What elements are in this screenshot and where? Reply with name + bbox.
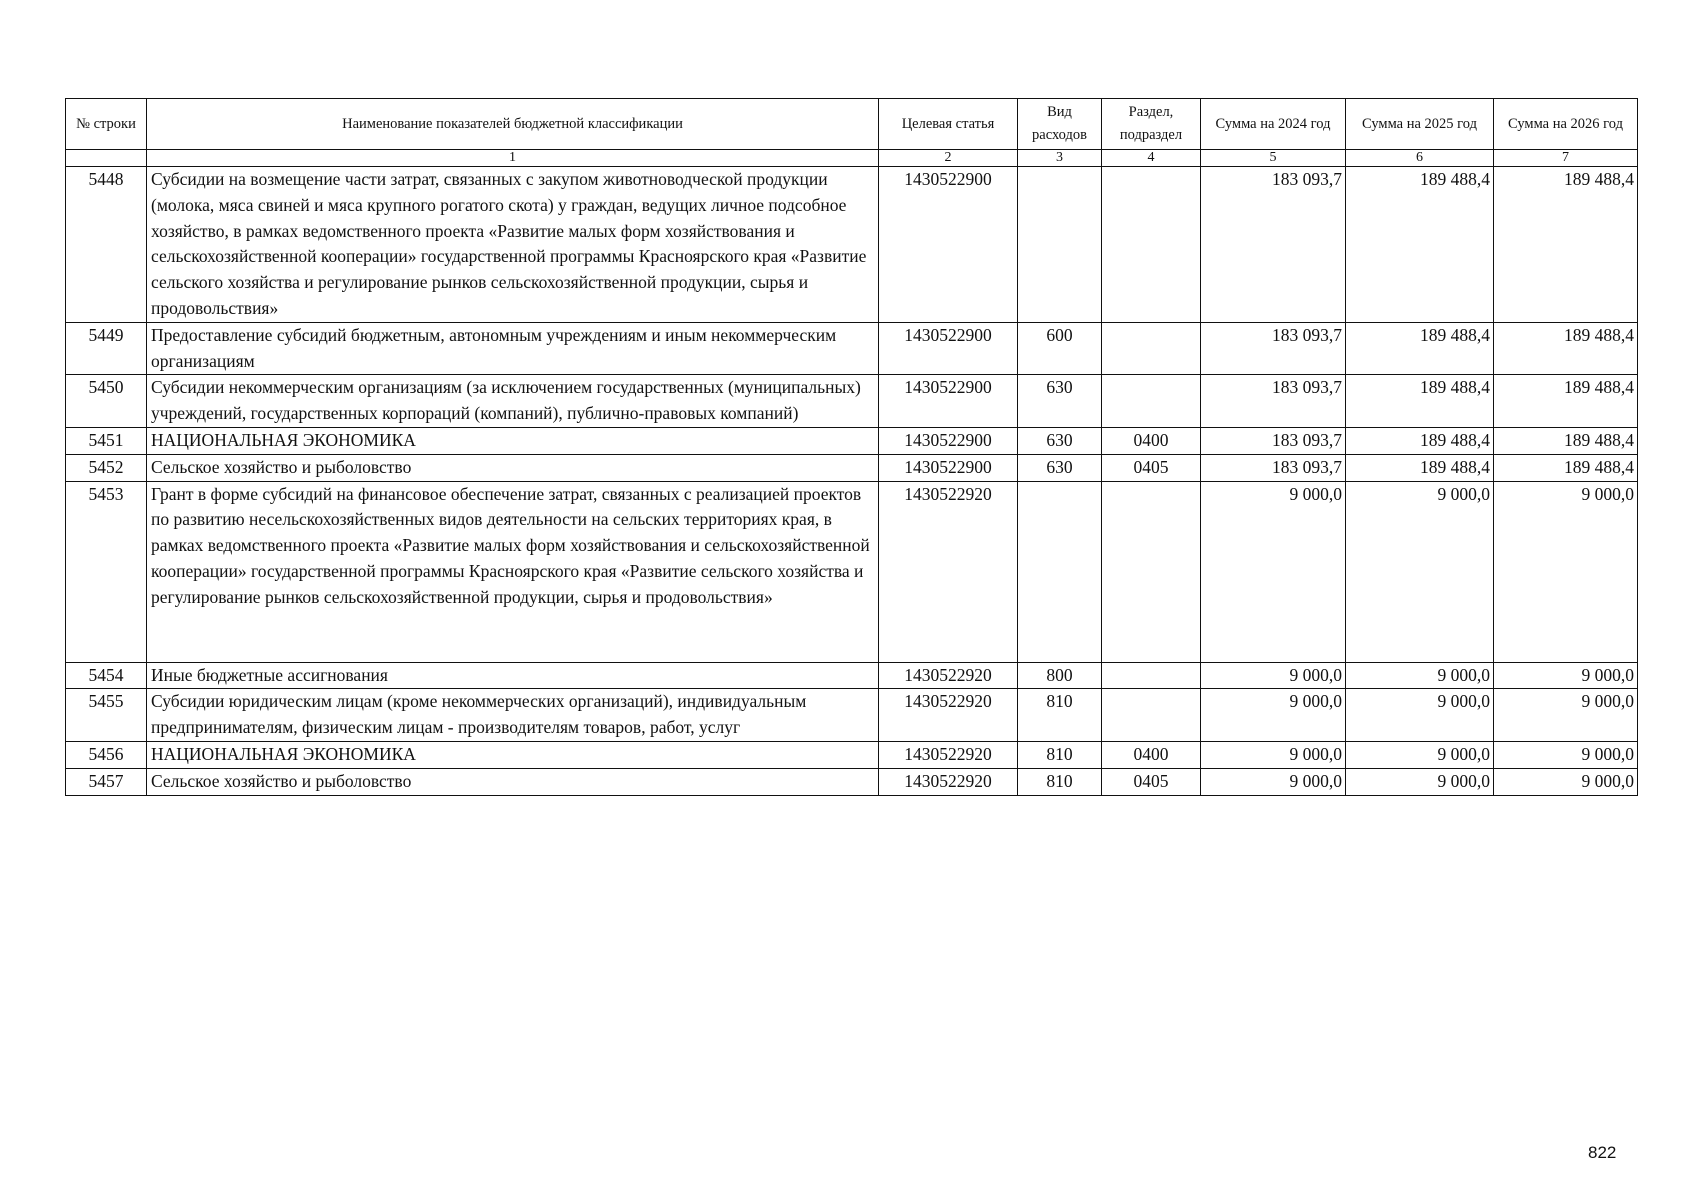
- page-number: 822: [1588, 1143, 1617, 1162]
- sum-2024: 183 093,7: [1201, 322, 1346, 375]
- indicator-name: Сельское хозяйство и рыболовство: [147, 454, 879, 481]
- target-item: 1430522900: [879, 167, 1018, 323]
- section-code: 0400: [1102, 741, 1201, 768]
- indicator-name: Субсидии на возмещение части затрат, связанных с закупом животноводческой продукции (молока, мяса свиней и мяса крупного рогатого скота) у граждан, ведущих личное подсобное хозяйство, в рамках ведомственного проекта «Развитие малых форм хозяйствования и сельскохозяйственной кооперации» государственной программы Красноярского края «Развитие сельского хозяйства и регулирование рынков сельскохозяйственной продукции, сырья и продовольствия»: [147, 167, 879, 323]
- header-row: [66, 99, 1638, 150]
- table-row: [66, 768, 1638, 795]
- row-number: 5453: [66, 481, 147, 662]
- sum-2026: 189 488,4: [1494, 375, 1638, 428]
- indicator-name: Субсидии юридическим лицам (кроме некоммерческих организаций), индивидуальным предпринимателям, физическим лицам - производителям товаров, работ, услуг: [147, 689, 879, 742]
- sum-2026: 9 000,0: [1494, 662, 1638, 689]
- table-row: [66, 375, 1638, 428]
- header-cell-expense-type: Вид расходов: [1018, 99, 1102, 150]
- section-code: [1102, 322, 1201, 375]
- indicator-name: Грант в форме субсидий на финансовое обеспечение затрат, связанных с реализацией проектов по развитию несельскохозяйственных видов деятельности на сельских территориях края, в рамках ведомственного проекта «Развитие малых форм хозяйствования и сельскохозяйственной кооперации» государственной программы Красноярского края «Развитие сельского хозяйства и регулирование рынков сельскохозяйственной продукции, сырья и продовольствия»: [147, 481, 879, 662]
- column-number-cell: 7: [1494, 150, 1638, 167]
- header-cell-sum-2026: Сумма на 2026 год: [1494, 99, 1638, 150]
- expense-type: 810: [1018, 768, 1102, 795]
- section-code: [1102, 481, 1201, 662]
- target-item: 1430522920: [879, 768, 1018, 795]
- section-code: [1102, 167, 1201, 323]
- sum-2024: 9 000,0: [1201, 741, 1346, 768]
- table-row: [66, 427, 1638, 454]
- budget-table: [65, 98, 1638, 796]
- column-number-cell: 2: [879, 150, 1018, 167]
- sum-2024: 9 000,0: [1201, 689, 1346, 742]
- sum-2026: 9 000,0: [1494, 768, 1638, 795]
- sum-2026: 9 000,0: [1494, 741, 1638, 768]
- sum-2025: 189 488,4: [1346, 167, 1494, 323]
- section-code: 0405: [1102, 454, 1201, 481]
- table-row: [66, 167, 1638, 323]
- expense-type: 800: [1018, 662, 1102, 689]
- sum-2026: 9 000,0: [1494, 481, 1638, 662]
- sum-2024: 183 093,7: [1201, 375, 1346, 428]
- sum-2025: 189 488,4: [1346, 375, 1494, 428]
- expense-type: 810: [1018, 689, 1102, 742]
- row-number: 5454: [66, 662, 147, 689]
- sum-2024: 9 000,0: [1201, 768, 1346, 795]
- row-number: 5457: [66, 768, 147, 795]
- sum-2024: 183 093,7: [1201, 454, 1346, 481]
- sum-2024: 9 000,0: [1201, 662, 1346, 689]
- sum-2025: 9 000,0: [1346, 481, 1494, 662]
- target-item: 1430522920: [879, 662, 1018, 689]
- sum-2026: 189 488,4: [1494, 322, 1638, 375]
- column-number-cell: 4: [1102, 150, 1201, 167]
- column-number-row: [66, 150, 1638, 167]
- sum-2025: 189 488,4: [1346, 427, 1494, 454]
- target-item: 1430522900: [879, 454, 1018, 481]
- indicator-name: Предоставление субсидий бюджетным, автономным учреждениям и иным некоммерческим организациям: [147, 322, 879, 375]
- sum-2026: 189 488,4: [1494, 454, 1638, 481]
- row-number: 5448: [66, 167, 147, 323]
- target-item: 1430522900: [879, 322, 1018, 375]
- indicator-name: НАЦИОНАЛЬНАЯ ЭКОНОМИКА: [147, 741, 879, 768]
- column-number-cell: [66, 150, 147, 167]
- sum-2026: 189 488,4: [1494, 427, 1638, 454]
- sum-2025: 9 000,0: [1346, 768, 1494, 795]
- table-row: [66, 662, 1638, 689]
- expense-type: 630: [1018, 454, 1102, 481]
- header-cell-target-item: Целевая статья: [879, 99, 1018, 150]
- target-item: 1430522900: [879, 375, 1018, 428]
- row-number: 5450: [66, 375, 147, 428]
- target-item: 1430522920: [879, 481, 1018, 662]
- sum-2026: 189 488,4: [1494, 167, 1638, 323]
- table-row: [66, 322, 1638, 375]
- sum-2024: 183 093,7: [1201, 427, 1346, 454]
- sum-2024: 9 000,0: [1201, 481, 1346, 662]
- table-row: [66, 481, 1638, 662]
- column-number-cell: 3: [1018, 150, 1102, 167]
- expense-type: [1018, 167, 1102, 323]
- section-code: [1102, 375, 1201, 428]
- sum-2025: 189 488,4: [1346, 454, 1494, 481]
- expense-type: 630: [1018, 375, 1102, 428]
- sum-2024: 183 093,7: [1201, 167, 1346, 323]
- indicator-name: Иные бюджетные ассигнования: [147, 662, 879, 689]
- expense-type: 810: [1018, 741, 1102, 768]
- row-number: 5449: [66, 322, 147, 375]
- row-number: 5452: [66, 454, 147, 481]
- section-code: 0405: [1102, 768, 1201, 795]
- target-item: 1430522900: [879, 427, 1018, 454]
- indicator-name: Сельское хозяйство и рыболовство: [147, 768, 879, 795]
- column-number-cell: 5: [1201, 150, 1346, 167]
- table-row: [66, 689, 1638, 742]
- table-row: [66, 454, 1638, 481]
- column-number-cell: 1: [147, 150, 879, 167]
- row-number: 5456: [66, 741, 147, 768]
- sum-2026: 9 000,0: [1494, 689, 1638, 742]
- row-number: 5451: [66, 427, 147, 454]
- header-cell-sum-2025: Сумма на 2025 год: [1346, 99, 1494, 150]
- section-code: [1102, 689, 1201, 742]
- column-number-cell: 6: [1346, 150, 1494, 167]
- indicator-name: Субсидии некоммерческим организациям (за исключением государственных (муниципальных) учреждений, государственных корпораций (компаний), публично-правовых компаний): [147, 375, 879, 428]
- section-code: [1102, 662, 1201, 689]
- expense-type: [1018, 481, 1102, 662]
- header-cell-name: Наименование показателей бюджетной классификации: [147, 99, 879, 150]
- header-cell-row-number: № строки: [66, 99, 147, 150]
- row-number: 5455: [66, 689, 147, 742]
- target-item: 1430522920: [879, 689, 1018, 742]
- table-row: [66, 741, 1638, 768]
- sum-2025: 9 000,0: [1346, 689, 1494, 742]
- section-code: 0400: [1102, 427, 1201, 454]
- sum-2025: 9 000,0: [1346, 662, 1494, 689]
- indicator-name: НАЦИОНАЛЬНАЯ ЭКОНОМИКА: [147, 427, 879, 454]
- expense-type: 630: [1018, 427, 1102, 454]
- sum-2025: 189 488,4: [1346, 322, 1494, 375]
- sum-2025: 9 000,0: [1346, 741, 1494, 768]
- header-cell-section: Раздел, подраздел: [1102, 99, 1201, 150]
- target-item: 1430522920: [879, 741, 1018, 768]
- expense-type: 600: [1018, 322, 1102, 375]
- header-cell-sum-2024: Сумма на 2024 год: [1201, 99, 1346, 150]
